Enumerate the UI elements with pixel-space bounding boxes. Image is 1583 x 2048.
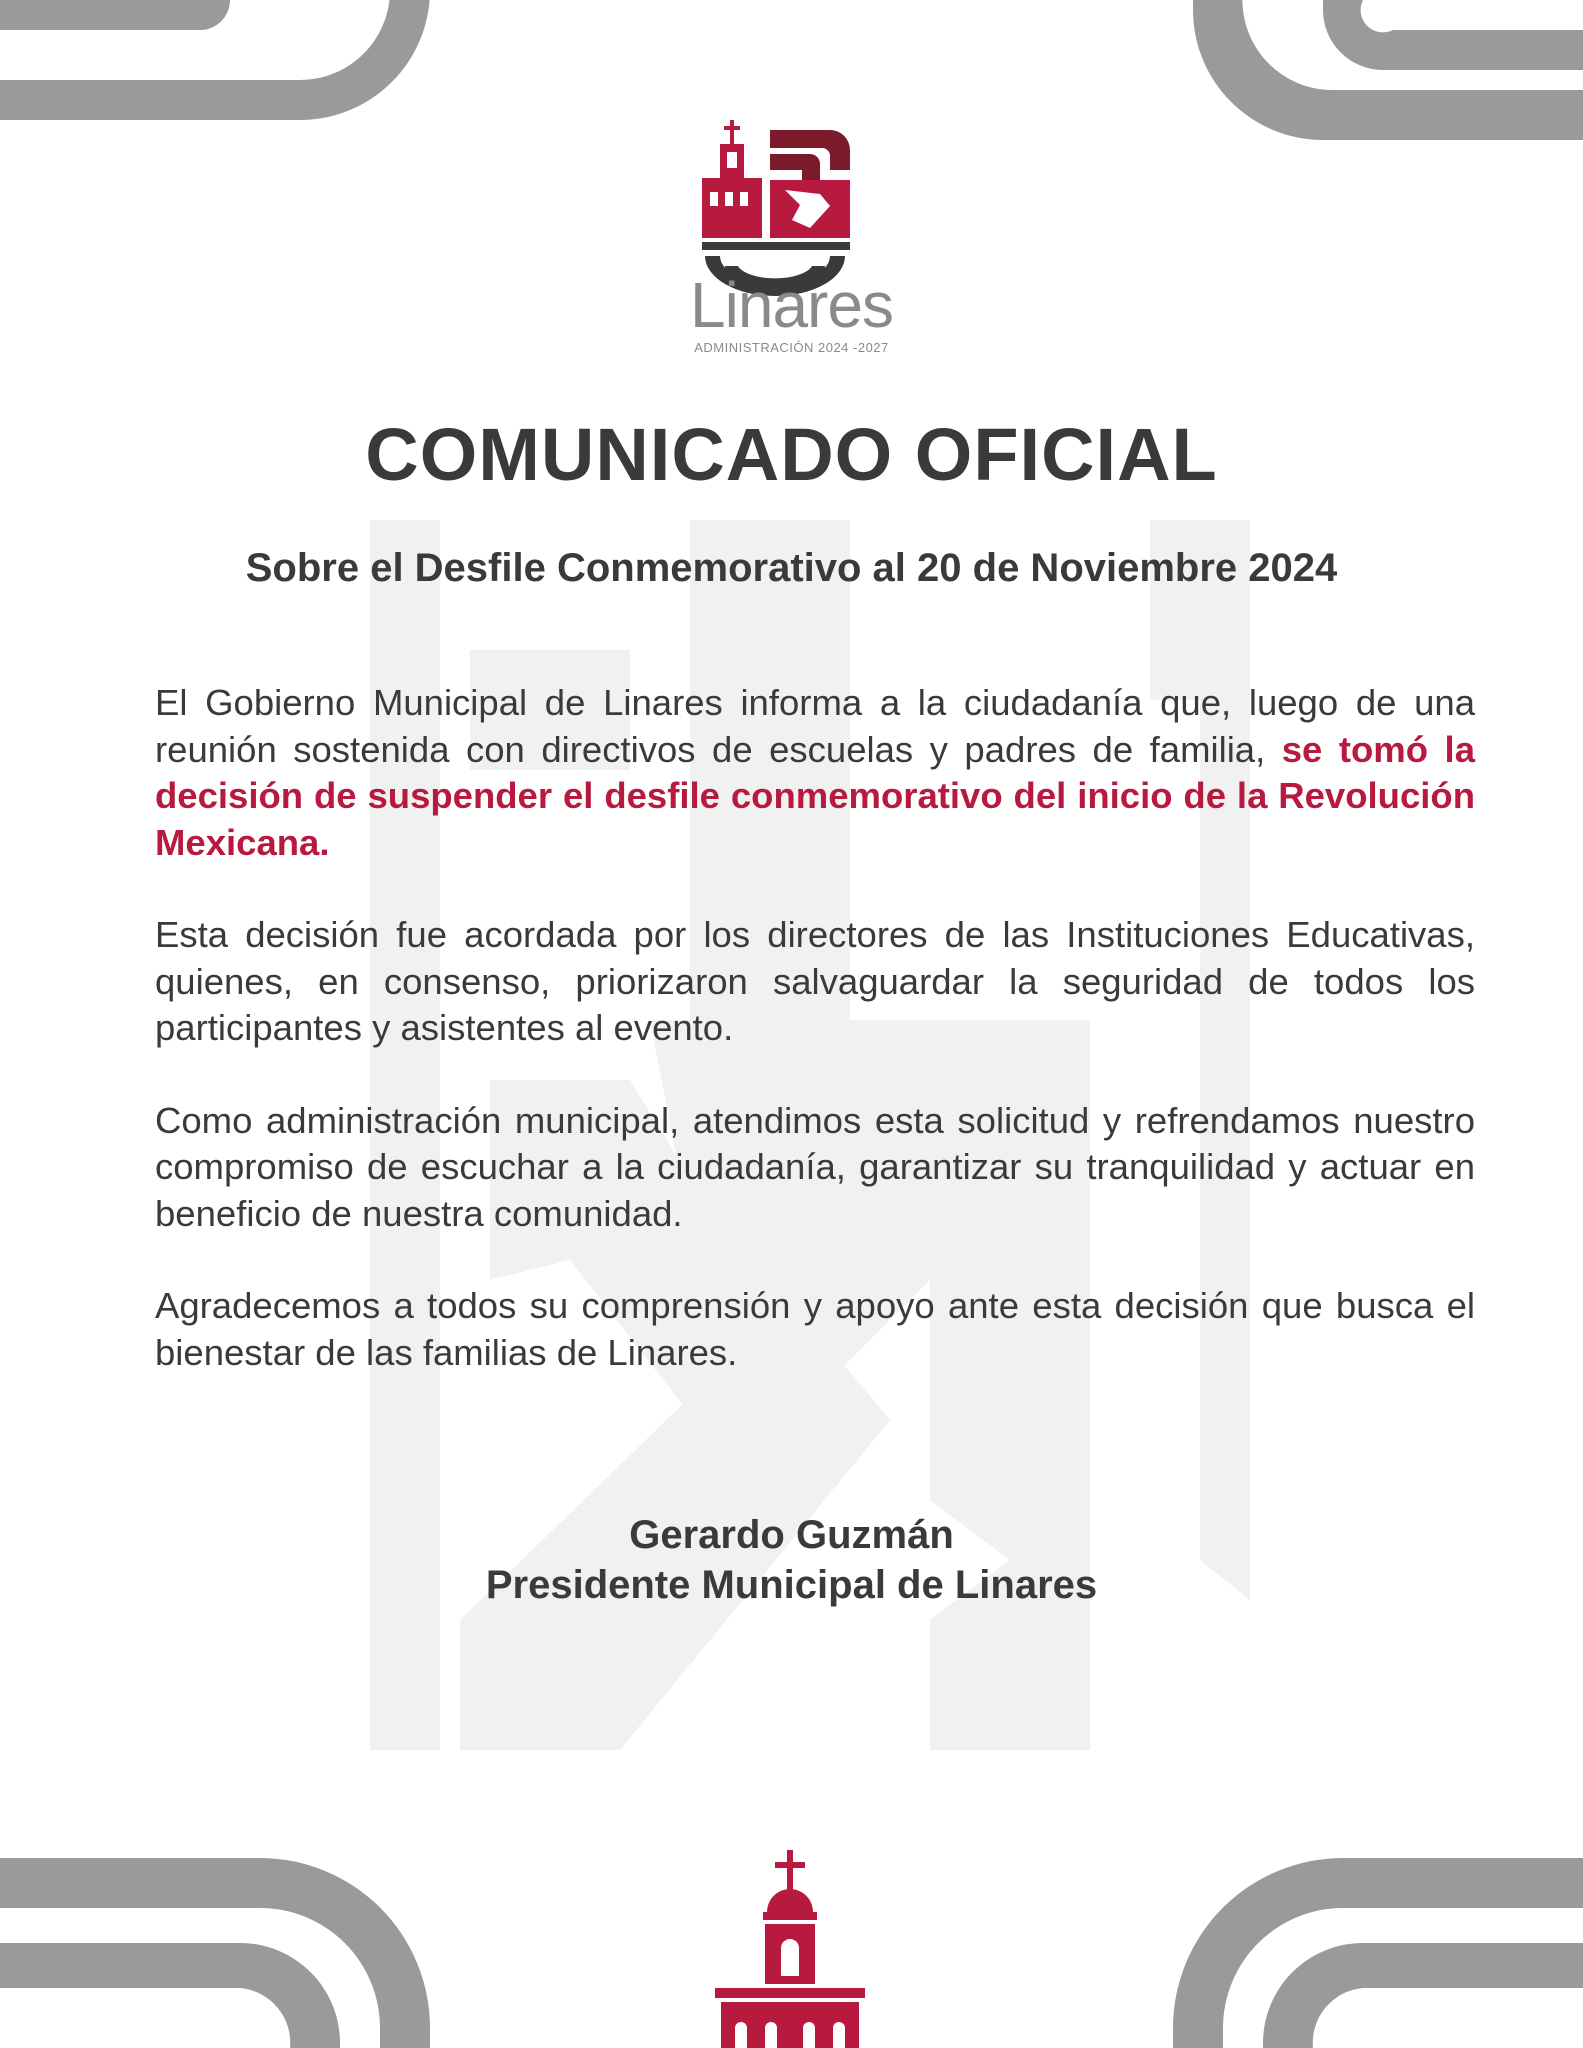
body-paragraph-3: Como administración municipal, atendimos esta solicitud y refrendamos nuestro compromiso de escuchar a la ciudadanía, garantizar su tranquilidad y actuar en beneficio de nuestra comunidad. bbox=[155, 1099, 1475, 1234]
signature-block bbox=[0, 1510, 1583, 1610]
paragraph-1-text: El Gobierno Municipal de Linares informa a la ciudadanía que, luego de una reunión sostenida con directivos de escuelas y padres de familia, bbox=[155, 682, 1475, 770]
corner-arcs-bottom-left-decoration bbox=[0, 1858, 440, 2048]
document-body bbox=[155, 680, 1475, 1422]
corner-arcs-top-left-decoration bbox=[0, 0, 440, 180]
corner-arcs-top-right-decoration bbox=[1143, 0, 1583, 180]
signatory-name: Gerardo Guzmán bbox=[629, 1513, 954, 1557]
signatory-role: Presidente Municipal de Linares bbox=[485, 1563, 1098, 1607]
corner-arcs-bottom-right-decoration bbox=[1143, 1858, 1583, 2048]
body-paragraph-2: Esta decisión fue acordada por los directores de las Instituciones Educativas, quienes, en consenso, priorizaron salvaguardar la seguridad de todos los participantes y asistentes al evento. bbox=[155, 914, 1475, 1048]
paragraph-1-highlight: se tomó la decisión de suspender el desfile conmemorativo del inicio de la Revolución Mexicana. bbox=[155, 728, 1475, 863]
document-subtitle: Sobre el Desfile Conmemorativo al 20 de Noviembre 2024 bbox=[245, 546, 1338, 590]
logo-wordmark: Linares bbox=[690, 269, 893, 341]
church-tower-icon bbox=[715, 1850, 865, 2048]
body-paragraph-1 bbox=[155, 680, 1475, 866]
body-paragraph-4: Agradecemos a todos su comprensión y apoyo ante esta decisión que busca el bienestar de las familias de Linares. bbox=[155, 1285, 1475, 1373]
document-title: COMUNICADO OFICIAL bbox=[365, 413, 1218, 496]
logo-administration-period: ADMINISTRACIÓN 2024 -2027 bbox=[694, 340, 889, 355]
